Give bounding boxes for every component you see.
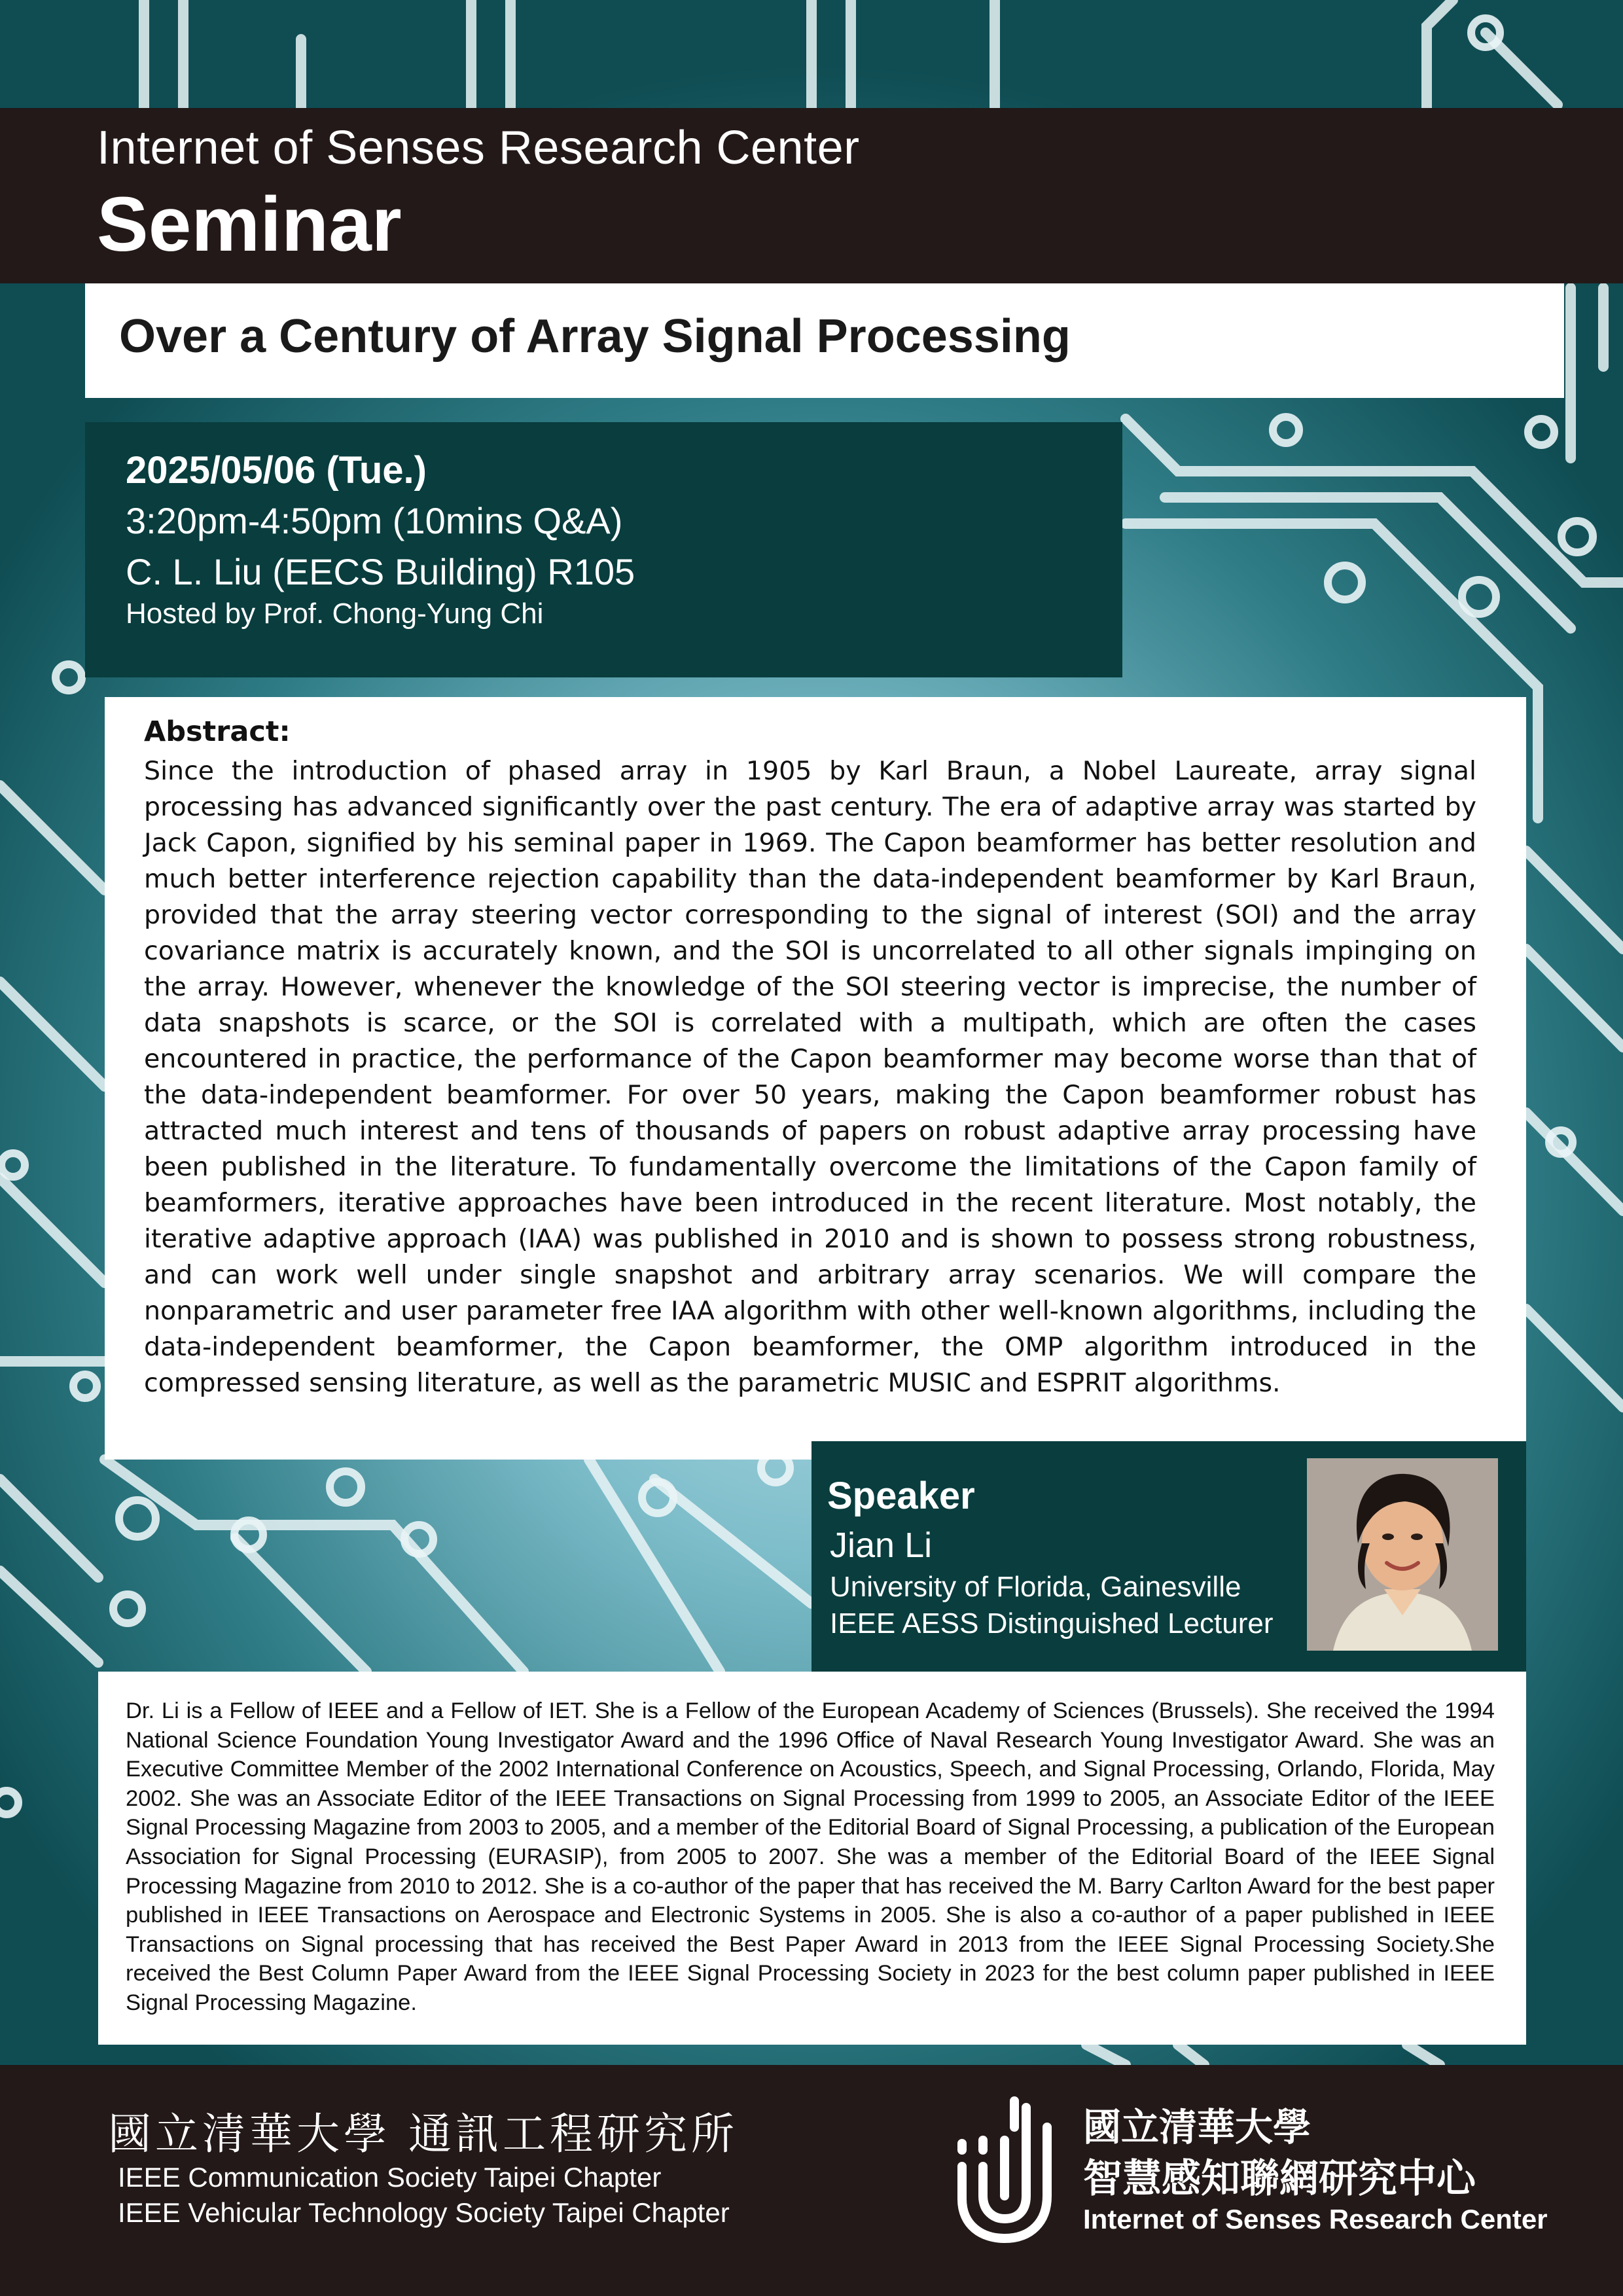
footer-society-comsoc: IEEE Communication Society Taipei Chapter bbox=[118, 2162, 662, 2193]
event-info-box bbox=[85, 422, 1122, 677]
footer-university-cjk: 國立清華大學 bbox=[1083, 2105, 1311, 2149]
portrait-icon bbox=[1307, 1458, 1498, 1651]
event-venue: C. L. Liu (EECS Building) R105 bbox=[126, 551, 635, 592]
senses-logo-icon bbox=[942, 2088, 1060, 2245]
speaker-box bbox=[812, 1441, 1526, 1672]
speaker-photo bbox=[1307, 1458, 1498, 1651]
seminar-title: Over a Century of Array Signal Processing bbox=[119, 310, 1071, 363]
abstract-label: Abstract: bbox=[144, 715, 291, 748]
speaker-bio: Dr. Li is a Fellow of IEEE and a Fellow of IET. She is a Fellow of the European Academy of Sciences (Brussels). She received the 1994 National Science Foundation Young Investigator Award and the 1996 Office of Naval Research Young Investigator Award. She was an Executive Committee Member of the 2002 International Conference on Acoustics, Speech, and Signal Processing, Orlando, Florida, May 2002. She was an Associate Editor of the IEEE Transactions on Signal Processing from 1999 to 2005, an Associate Editor of the IEEE Signal Processing Magazine from 2003 to 2005, and a member of the Editorial Board of Signal Processing, a publication of the European Association for Signal Processing (EURASIP), from 2005 to 2007. She was a member of the Editorial Board of the IEEE Signal Processing Magazine from 2010 to 2012. She is a co-author of the paper that has received the M. Barry Carlton Award for the best paper published in IEEE Transactions on Aerospace and Electronic Systems in 2005. She is also a co-author of a paper published in IEEE Transactions on Signal processing that has received the Best Paper Award in 2013 from the IEEE Signal Processing Society.She received the Best Column Paper Award from the IEEE Signal Processing Society in 2023 for the best column paper published in IEEE Signal Processing Magazine. bbox=[126, 1698, 1495, 2015]
event-time: 3:20pm-4:50pm (10mins Q&A) bbox=[126, 500, 623, 541]
footer-center-cjk: 智慧感知聯網研究中心 bbox=[1083, 2156, 1476, 2202]
abstract-box bbox=[105, 697, 1526, 1460]
event-host: Hosted by Prof. Chong-Yung Chi bbox=[126, 598, 544, 630]
speaker-name: Jian Li bbox=[830, 1526, 933, 1565]
footer-center-en: Internet of Senses Research Center bbox=[1083, 2204, 1548, 2234]
bio-box bbox=[98, 1672, 1526, 2045]
event-date: 2025/05/06 (Tue.) bbox=[126, 449, 427, 492]
hand-icon bbox=[942, 2088, 1060, 2245]
speaker-affiliation: University of Florida, Gainesville bbox=[830, 1571, 1241, 1603]
center-name: Internet of Senses Research Center bbox=[97, 122, 860, 174]
seminar-heading: Seminar bbox=[97, 181, 402, 268]
footer-institute-cjk: 國立清華大學 通訊工程研究所 bbox=[108, 2109, 738, 2159]
speaker-label: Speaker bbox=[827, 1475, 975, 1517]
footer bbox=[0, 2065, 1623, 2296]
footer-society-vts: IEEE Vehicular Technology Society Taipei Chapter bbox=[118, 2197, 730, 2228]
speaker-role: IEEE AESS Distinguished Lecturer bbox=[830, 1607, 1274, 1640]
abstract-text: Since the introduction of phased array in 1905 by Karl Braun, a Nobel Laureate, array signal processing has advanced significantly over the past century. The era of adaptive array was started by Jack Capon, signified by his seminal paper in 1969. The Capon beamformer has better resolution and much better interference rejection capability than the data-independent beamformer by Karl Braun, provided that the array steering vector corresponding to the signal of interest (SOI) and the array covariance matrix is accurately known, and the SOI is uncorrelated to all other signals impinging on the array. However, whenever the knowledge of the SOI steering vector is imprecise, the number of data snapshots is scarce, or the SOI is correlated with a multipath, which are often the cases encountered in practice, the performance of the Capon beamformer may become worse than that of the data-independent beamformer. For over 50 years, making the Capon beamformer robust has attracted much interest and tens of thousands of papers on robust adaptive array processing have been published in the literature. To fundamentally overcome the limitations of the Capon family of beamformers, iterative approaches have been introduced in the recent literature. Most notably, the iterative adaptive approach (IAA) was published in 2010 and is shown to possess strong robustness, and can work well under single snapshot and arbitrary array scenarios. We will compare the nonparametric and user parameter free IAA algorithm with other well-known algorithms, including the data-independent beamformer, the Capon beamformer, the OMP algorithm introduced in the compressed sensing literature, as well as the parametric MUSIC and ESPRIT algorithms. bbox=[144, 756, 1476, 1398]
title-box bbox=[85, 283, 1564, 398]
